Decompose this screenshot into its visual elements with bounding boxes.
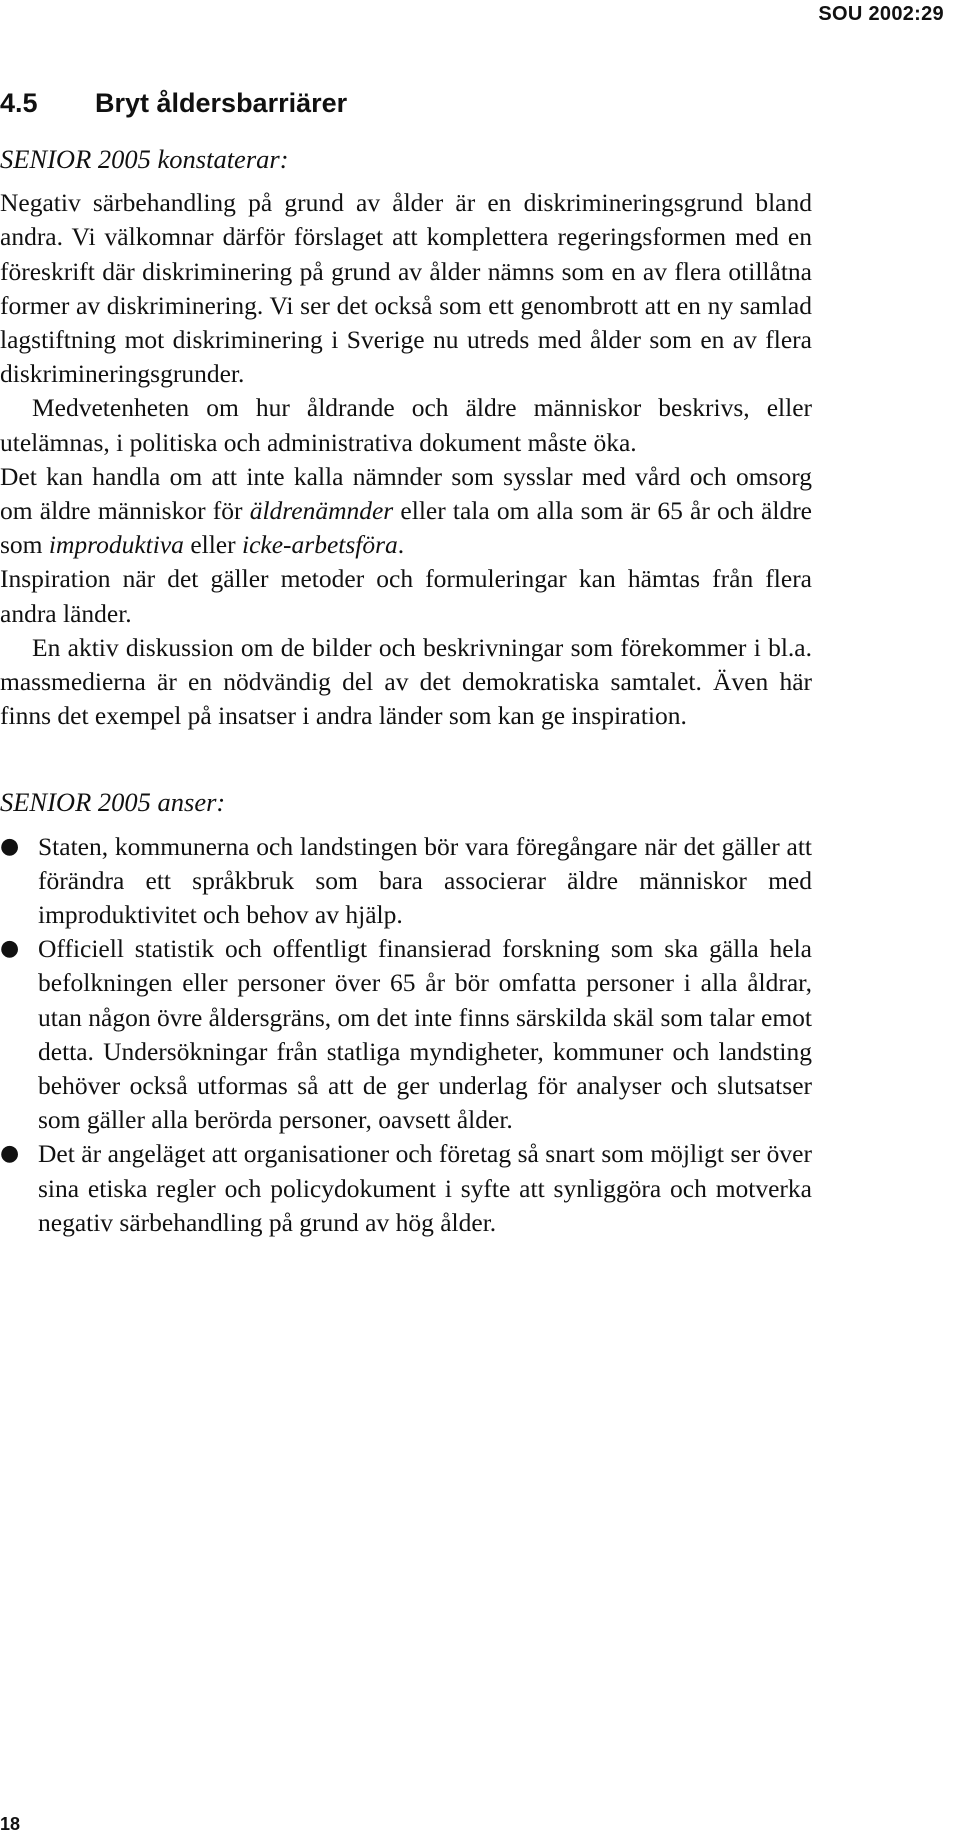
recommendations-list <box>0 830 812 1240</box>
section-title: Bryt åldersbarriärer <box>95 88 348 118</box>
paragraph-5: En aktiv diskussion om de bilder och beskrivningar som förekommer i bl.a. massmedierna är en nödvändig del av det demokratiska samtalet. Även här finns det exempel på insatser i andra länder som kan ge inspiration. <box>0 632 812 731</box>
list-item <box>0 830 812 933</box>
intro-lead: SENIOR 2005 konstaterar: <box>0 144 289 174</box>
body-content <box>0 142 812 1240</box>
paragraph-3-text-a: Det kan handla om att inte kalla nämnder som sysslar med vård och omsorg om äldre människor för <box>0 461 812 526</box>
page-number: 18 <box>0 1814 21 1834</box>
bullet-icon: ● <box>0 936 20 962</box>
paragraph-2: Medvetenheten om hur åldrande och äldre människor beskrivs, eller utelämnas, i politiska och administrativa dokument måste öka. <box>0 393 812 457</box>
paragraph-3-text-d: . <box>397 530 405 560</box>
section-number: 4.5 <box>0 88 38 118</box>
paragraph-1: Negativ särbehandling på grund av ålder är en diskrimineringsgrund bland andra. Vi välkomnar därför förslaget att komplettera regeringsformen med en föreskrift där diskriminering på grund av ålder nämns som en av flera otillåtna former av diskriminering. Vi ser det också som ett genombrott att en ny samlad lagstiftning mot diskriminering i Sverige nu utreds med ålder som en av flera diskrimineringsgrunder. <box>0 188 812 389</box>
list-item-text: Officiell statistik och offentligt finansierad forskning som ska gälla hela befolkningen eller personer över 65 år bör omfatta personer i alla åldrar, utan någon övre åldersgräns, om det inte finns särskilda skäl som talar emot detta. Undersökningar från statliga myndigheter, kommuner och landsting behöver också utformas så att de ger underlag för analyser och slutsatser som gäller alla berörda personer, oavsett ålder. <box>38 934 813 1135</box>
recommendations-lead: SENIOR 2005 anser: <box>0 787 226 818</box>
paragraph-4: Inspiration när det gäller metoder och formuleringar kan hämtas från flera andra länder. <box>0 564 812 628</box>
list-item <box>0 932 812 1137</box>
list-item-text: Det är angeläget att organisationer och företag så snart som möjligt ser över sina etiska regler och policydokument i syfte att synliggöra och motverka negativ särbehandling på grund av hög ålder. <box>38 1139 812 1237</box>
paragraph-3-text-b: eller tala om alla som är 65 år och äldre som <box>0 496 813 560</box>
paragraph-3 <box>0 460 812 563</box>
bullet-icon: ● <box>0 833 20 859</box>
document-reference: SOU 2002:29 <box>818 3 944 25</box>
paragraph-3-text-c: eller <box>183 530 242 560</box>
paragraph-3-emphasis-2: improduktiva <box>48 530 184 560</box>
bullet-icon: ● <box>0 1141 20 1167</box>
paragraph-3-emphasis-1: äldrenämnder <box>249 496 394 526</box>
list-item-text: Staten, kommunerna och landstingen bör vara föregångare när det gäller att förändra ett språkbruk som bara associerar äldre människor med improduktivitet och behov av hjälp. <box>38 831 812 930</box>
paragraph-3-emphasis-3: icke-arbetsföra <box>242 530 398 560</box>
section-heading <box>0 88 347 119</box>
list-item <box>0 1137 812 1240</box>
